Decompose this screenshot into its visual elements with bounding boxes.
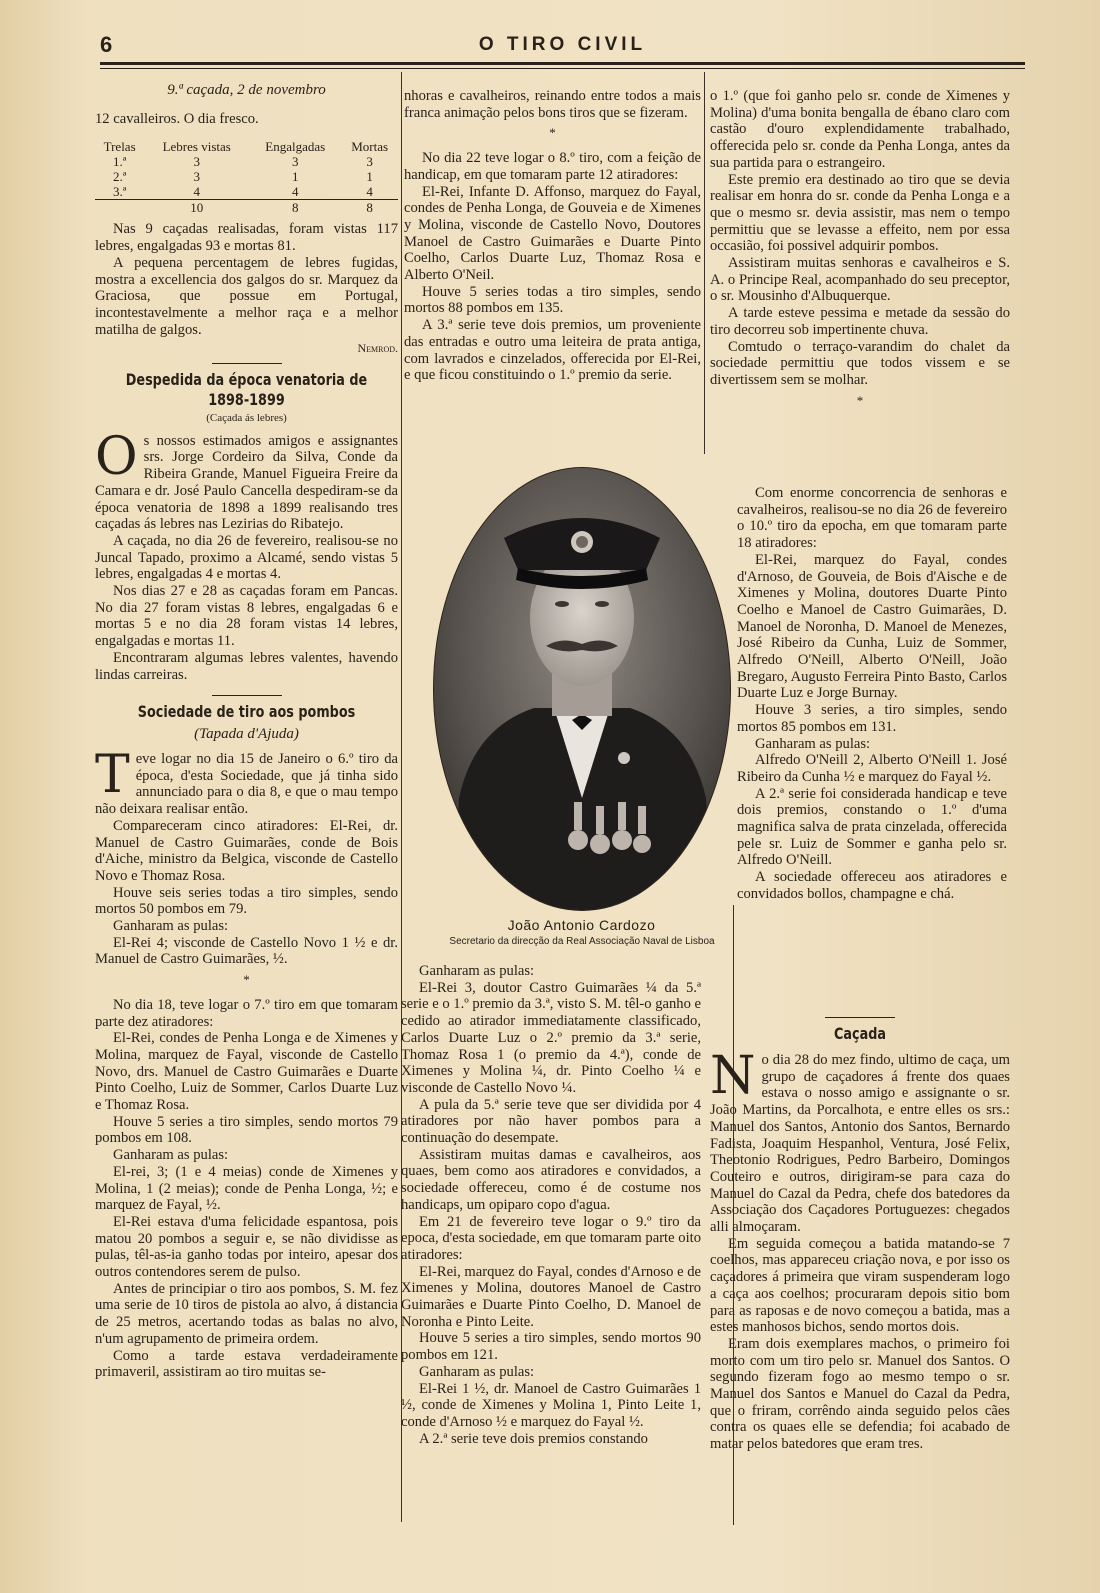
table-cell <box>95 200 144 216</box>
table-cell: 4 <box>193 184 200 200</box>
paragraph: No dia 18, teve logar o 7.º tiro em que tomaram parte dez atiradores: <box>95 996 398 1030</box>
signature: Nemrod. <box>357 341 398 356</box>
paragraph: Como a tarde estava verdadeiramente primaveril, assistiram ao tiro muitas se- <box>95 1347 398 1381</box>
portrait-photo <box>433 467 731 911</box>
column-2-bottom <box>401 963 701 1447</box>
table-cell: 1.ª <box>112 154 127 170</box>
oval-frame <box>433 467 731 911</box>
section-rule <box>825 1017 895 1018</box>
header-rule-thick <box>100 62 1025 65</box>
table-cell: 8 <box>341 200 398 216</box>
column-3-bottom <box>710 1017 1010 1453</box>
paragraph: El-Rei 3, doutor Castro Guimarães ¼ da 5.ª serie e o 1.º premio da 3.ª, visto S. M. têl-o ganho e cedido ao atirador immediatamente classificado, Carlos Duarte Luz o 2.º premio da 3.ª serie, Thomaz Rosa 1 (o premio da 4.ª), conde de Ximenes y Molina ¼, dr. Pinto Coelho ¼ e visconde de Castello Novo ¼. <box>401 979 701 1096</box>
paragraph: Assistiram muitas senhoras e cavalheiros e S. A. o Principe Real, acompanhado do seu preceptor, o sr. Mousinho d'Albuquerque. <box>710 255 1010 305</box>
section-star: * <box>243 972 250 988</box>
header-rule-thin <box>100 68 1025 69</box>
paragraph: El-rei, 3; (1 e 4 meias) conde de Ximenes y Molina, 1 (2 meias); conde de Penha Longa, ½; e marquez de Fayal, ½. <box>95 1163 398 1214</box>
paragraph: Ganharam as pulas: <box>755 735 871 752</box>
article-title: Despedida da época venatoria de 1898-1899 <box>125 370 368 410</box>
article-title: Sociedade de tiro aos pombos <box>137 702 356 722</box>
article-subtitle: (Tapada d'Ajuda) <box>194 726 299 743</box>
paragraph: Os nossos estimados amigos e assignantes srs. Jorge Cordeiro da Silva, Conde da Ribeira Grande, Manuel Figueira Freire da Camara e dr. José Paulo Cancella despediram-se da época venatoria de 1898 a 1899 realisando tres caçadas ás lebres nas Lezirias do Ribatejo. <box>95 426 398 533</box>
table-cell: 3 <box>193 154 200 170</box>
paragraph: No dia 22 teve logar o 8.º tiro, com a feição de handicap, em que tomaram parte 12 atiradores: <box>404 150 701 183</box>
section-star: * <box>549 125 556 141</box>
section-rule <box>212 695 282 696</box>
paragraph: Nos dias 27 e 28 as caçadas foram em Pancas. No dia 27 foram vistas 8 lebres, engalgadas 6 e mortas 5 e no dia 28 foram vistas 14 lebres, engalgadas e mortas 11. <box>95 583 398 650</box>
table-cell: 3 <box>193 169 200 185</box>
paragraph: Nas 9 caçadas realisadas, foram vistas 117 lebres, engalgadas 93 e mortas 81. <box>95 221 398 255</box>
paragraph: Antes de principiar o tiro aos pombos, S. M. fez uma serie de 10 tiros de pistola ao alvo, á distancia de 25 metros, acertando todas as balas no alvo, n'um agrupamento de primeira ordem. <box>95 1280 398 1347</box>
photo-caption: João Antonio Cardozo <box>507 917 656 933</box>
table-cell: 1 <box>366 169 373 185</box>
paragraph: o 1.º (que foi ganho pelo sr. conde de Ximenes y Molina) d'uma bonita bengalla de ébano claro com castão d'ouro explendidamente trabalhado, offerecida pelo sr. conde da Penha Longa, antes da sua partida para o estrangeiro. <box>710 88 1010 171</box>
paragraph: A pula da 5.ª serie teve que ser dividida por 4 atiradores por não haver pombos para a continuação do desempate. <box>401 1096 701 1147</box>
column-3-top <box>710 88 1010 417</box>
table-cell: 3.ª <box>112 184 127 200</box>
column-2-top <box>404 88 701 384</box>
paragraph: El-Rei, marquez do Fayal, condes d'Arnoso, de Gouveia, de Bois d'Aische e de Ximenes y Molina, doutores Duarte Pinto Coelho e Manoel de Castro Guimarães, D. Manoel de Noronha, D. Manoel de Menezes, José Ribeiro da Cunha, Luiz de Sommer, Alfredo O'Neill, Alberto O'Neill, João Bregaro, Augusto Ferreira Pinto Basto, Carlos Duarte Luz e Jorge Burnay. <box>737 551 1007 702</box>
paragraph: El-Rei 1 ½, dr. Manoel de Castro Guimarães 1 ½, conde de Ximenes y Molina 1, Pinto Leite 1, conde d'Arnoso ½ e marquez do Fayal ½. <box>401 1380 701 1430</box>
paragraph: Este premio era destinado ao tiro que se devia realisar em honra do sr. conde da Penha Longa e a que o mesmo sr. devia assistir, mas nem o tempo permittiu que se levasse a effeito, nem por essa occasião, foi possivel adquirir pombos. <box>710 171 1010 255</box>
paragraph: Houve 5 series a tiro simples, sendo mortos 90 pombos em 121. <box>401 1330 701 1364</box>
paragraph: No dia 28 do mez findo, ultimo de caça, um grupo de caçadores á frente dos quaes estava o nosso amigo e assignante o sr. João Martins, da Porcalhota, e entre elles os srs.: Manuel dos Santos, Antonio dos Santos, Bernardo Fadista, Joaquim Hespanhol, Ventura, José Felix, Theotonio Rodrigues, Pedro Barbeiro, Domingos Couteiro e outros, dirigiram-se para caza do Manuel do Cazal da Pedra, chefe dos batedores da Associação dos Caçadores Portuguezes: chegados alli almoçaram. <box>710 1046 1010 1236</box>
table-cell: 1 <box>291 169 299 185</box>
section-star: * <box>856 392 864 408</box>
page-number: 6 <box>100 32 113 57</box>
table-cell: 3 <box>291 154 299 170</box>
paragraph: Compareceram cinco atiradores: El-Rei, dr. Manuel de Castro Guimarães, conde de Bois d'Aiche, ministro da Belgica, visconde de Castello Novo e Thomaz Rosa. <box>95 817 398 884</box>
table-header: Engalgadas <box>265 139 326 155</box>
masthead: O TIRO CIVIL <box>478 34 647 55</box>
article-subtitle: (Caçada ás lebres) <box>206 412 287 425</box>
paragraph: Ganharam as pulas: <box>113 918 229 935</box>
drop-cap: N <box>710 1046 756 1106</box>
paragraph: nhoras e cavalheiros, reinando entre todos a mais franca animação pelos bons tiros que se fizeram. <box>404 88 701 121</box>
paragraph: Ganharam as pulas: <box>419 1363 535 1380</box>
paragraph: Ganharam as pulas: <box>113 1147 229 1164</box>
dateline: 9.ª caçada, 2 de novembro <box>167 82 326 98</box>
table-cell: 4 <box>366 184 373 200</box>
article-title: Caçada <box>833 1024 887 1043</box>
paragraph: El-Rei estava d'uma felicidade espantosa, pois matou 20 pombos a seguir e, se não dividisse as pulas, têl-as-ia ganho todas por inteiro, apesar dos outros contendores serem de pulso. <box>95 1213 398 1281</box>
table-cell: 10 <box>144 200 249 216</box>
paragraph: Houve 3 series, a tiro simples, sendo mortos 85 pombos em 131. <box>737 702 1007 735</box>
table-header: Trelas <box>103 139 136 155</box>
page-header <box>100 32 1025 62</box>
portrait-illustration <box>434 468 730 910</box>
paragraph: Alfredo O'Neill 2, Alberto O'Neill 1. José Ribeiro da Cunha ½ e marquez do Fayal ½. <box>737 752 1007 785</box>
paragraph: Houve 5 series a tiro simples, sendo mortos 79 pombos em 108. <box>95 1113 398 1147</box>
photo-subcaption: Secretario da direcção da Real Associação Naval de Lisboa <box>449 936 715 947</box>
intro: 12 cavalleiros. O dia fresco. <box>95 110 259 127</box>
table-cell: 3 <box>366 154 373 170</box>
table-row <box>95 169 398 184</box>
paragraph: El-Rei, Infante D. Affonso, marquez do Fayal, condes de Penha Longa, de Gouveia e de Ximenes y Molina, visconde de Castello Novo, Doutores Manoel de Castro Guimarães e Duarte Pinto Coelho, Carlos Duarte Luz, Thomaz Rosa e Alberto O'Neil. <box>404 183 701 284</box>
table-cell: 4 <box>291 184 299 200</box>
results-table <box>95 139 398 215</box>
column-3-middle <box>737 485 1007 903</box>
paragraph: A 2.ª serie foi considerada handicap e teve dois premios, constando o 1.º d'uma magnifica salva de prata cinzelada, offerecida pele sr. Luiz de Sommer e ganha pelo sr. Alfredo O'Neill. <box>737 785 1007 869</box>
drop-cap: T <box>95 744 130 805</box>
paragraph: Encontraram algumas lebres valentes, havendo lindas carreiras. <box>95 649 398 683</box>
paragraph: Assistiram muitas damas e cavalheiros, aos quaes, bem como aos atiradores e convidados, a sociedade offereceu, como é de costume nos handicaps, um opiparo copo d'agua. <box>401 1146 701 1213</box>
paragraph: A sociedade offereceu aos atiradores e convidados bollos, champagne e chá. <box>737 869 1007 902</box>
table-total-row <box>95 200 398 216</box>
paragraph: Em 21 de fevereiro teve logar o 9.º tiro da epoca, d'esta sociedade, em que tomaram parte oito atiradores: <box>401 1213 701 1263</box>
paragraph: A 3.ª serie teve dois premios, um proveniente das entradas e outro uma leiteira de prata antiga, com lavrados e cinzelados, offerecida por El-Rei, e que ficou constituindo o 1.º premio da serie. <box>404 317 701 384</box>
paragraph: Eram dois exemplares machos, o primeiro foi morto com um tiro pelo sr. Manuel dos Santos. O segundo fizeram fogo ao mesmo tempo o sr. Manuel dos Santos e Manuel do Cazal da Pedra, que o friram, corrêndo ainda seguido pelos cães contra os quaes elle se defendia; foi acabado de matar pelos batedores que eram tres. <box>710 1335 1010 1453</box>
paragraph: A 2.ª serie teve dois premios constando <box>419 1430 648 1447</box>
paragraph: A caçada, no dia 26 de fevereiro, realisou-se no Juncal Tapado, proximo a Alcamé, sendo vistas 5 lebres, engalgadas 4 e mortas 4. <box>95 532 398 583</box>
paragraph: Com enorme concorrencia de senhoras e cavalheiros, realisou-se no dia 26 de fevereiro o 10.º tiro da epocha, em que tomaram parte 18 atiradores: <box>737 485 1007 552</box>
paragraph: Houve 5 series todas a tiro simples, sendo mortos 88 pombos em 135. <box>404 283 701 317</box>
table-header: Lebres vistas <box>162 139 231 155</box>
paragraph: El-Rei, condes de Penha Longa e de Ximenes y Molina, marquez de Fayal, visconde de Castello Novo, drs. Manuel de Castro Guimarães e Duarte Pinto Coelho, Luiz de Sommer, Carlos Duarte Luz e Thomaz Rosa. <box>95 1030 398 1114</box>
table-cell: 2.ª <box>112 169 127 185</box>
table-row <box>95 154 398 169</box>
paragraph: A pequena percentagem de lebres fugidas, mostra a excellencia dos galgos do sr. Marquez da Graciosa, que possue em Portugal, incontestavelmente a melhor raça e a melhor matilha de galgos. <box>95 254 398 338</box>
paragraph: El-Rei 4; visconde de Castello Novo 1 ½ e dr. Manuel de Castro Guimarães, ½. <box>95 934 398 968</box>
paragraph: El-Rei, marquez do Fayal, condes d'Arnoso e de Ximenes y Molina, doutores Manoel de Castro Guimarães e Duarte Pinto Coelho, D. Manoel de Noronha e Pinto Leite. <box>401 1263 701 1330</box>
column-1 <box>95 82 398 1381</box>
section-rule <box>212 363 282 364</box>
paragraph: Houve seis series todas a tiro simples, sendo mortos 50 pombos em 79. <box>95 884 398 918</box>
table-header-row <box>95 139 398 154</box>
paragraph: Em seguida começou a batida matando-se 7 coelhos, mas appareceu criação nova, e por isso os caçadores á primeira que viram suspenderam logo a caça aos coelhos; procuraram depois sitio bom para as raposas e de novo começou a batida, mas a estes manhosos bichos, sendo mortos dois. <box>710 1235 1010 1336</box>
paragraph: Ganharam as pulas: <box>419 963 535 979</box>
table-row <box>95 184 398 200</box>
drop-cap: O <box>95 426 138 487</box>
paragraph: Teve logar no dia 15 de Janeiro o 6.º tiro da época, d'esta Sociedade, que já tinha sido annunciado para o dia 8, e que o mau tempo não deixara realisar então. <box>95 744 398 818</box>
paragraph: Comtudo o terraço-varandim do chalet da sociedade permittiu que todos vissem e se divertissem sem se molhar. <box>710 338 1010 388</box>
column-divider-2-top <box>704 72 705 454</box>
table-header: Mortas <box>351 139 389 155</box>
table-cell: 8 <box>249 200 341 216</box>
paragraph: A tarde esteve pessima e metade da sessão do tiro decorreu sob impertinente chuva. <box>710 305 1010 338</box>
